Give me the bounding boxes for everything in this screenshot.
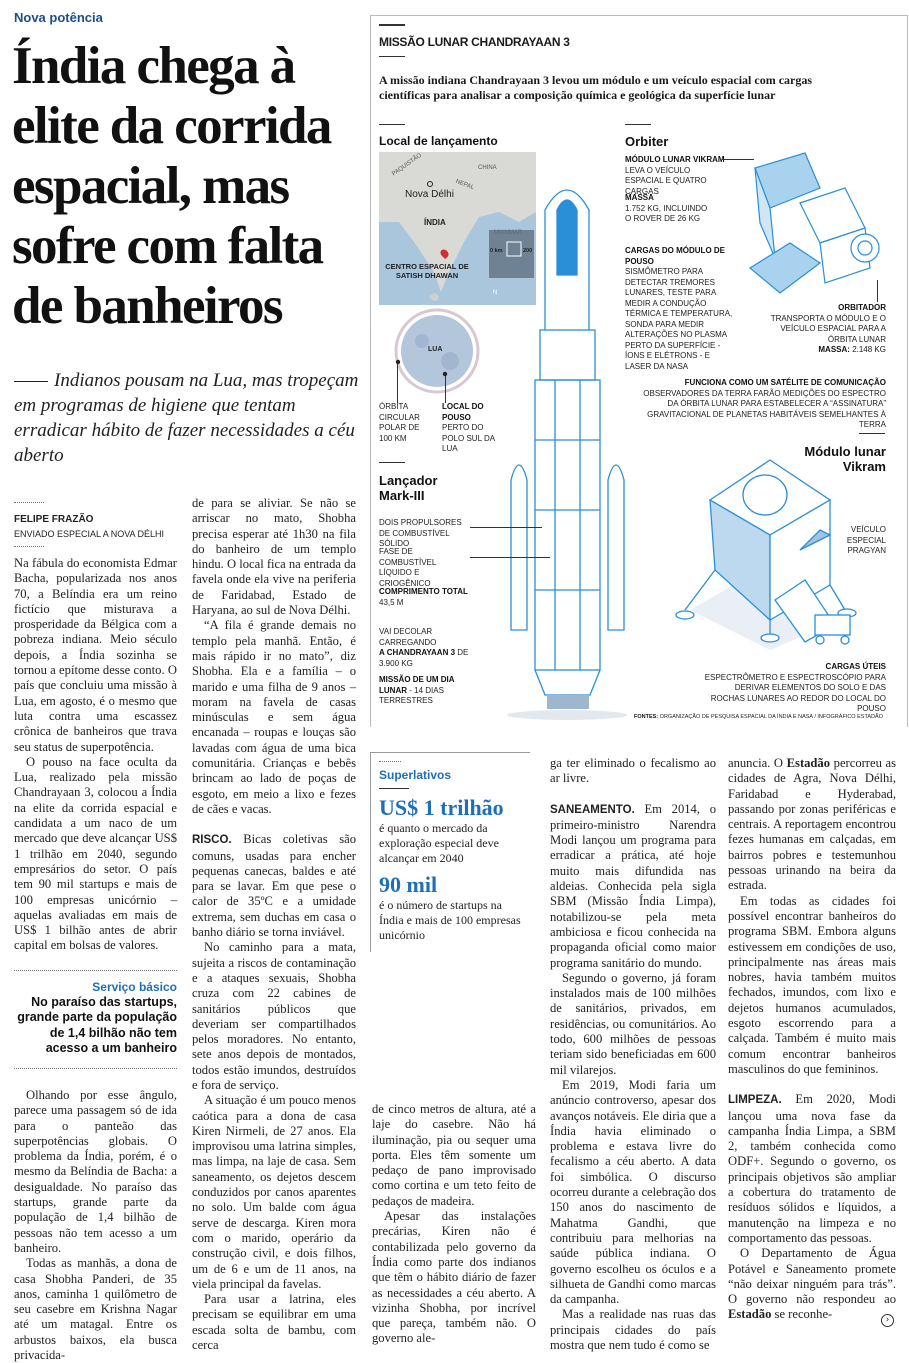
newspaper-name: Estadão: [786, 756, 831, 770]
orbiter-mass-value: 2.148 KG: [852, 345, 886, 354]
launcher-payload-name: A CHANDRAYAAN 3: [379, 648, 456, 657]
superlatives-box: [370, 752, 530, 952]
section-lead: SANEAMENTO.: [550, 803, 635, 816]
divider: [625, 124, 651, 125]
headline-line: elite da corrida: [12, 97, 331, 155]
paragraph: [192, 832, 356, 940]
rocket-illustration: [505, 180, 630, 720]
superlatives-title: Superlativos: [379, 768, 452, 782]
paragraph-text: Bicas coletivas são comuns, usadas para encher pequenas canecas, baldes e até para se lavar. Em que pese o calor de 35ºC e a umidade extrema, sem duchas em casa o banho diário se torna inviável.: [192, 832, 357, 940]
map-label-nepal: NEPAL: [454, 178, 475, 192]
mass-text: 1.752 KG, INCLUINDO O ROVER DE 26 KG: [625, 203, 708, 223]
headline: [12, 36, 372, 336]
paragraph: [728, 756, 896, 894]
landing-site-text: PERTO DO POLO SUL DA LUA: [442, 423, 495, 453]
article-column-3: [372, 1102, 536, 1347]
divider: [379, 462, 405, 463]
lander-payload-text: SISMÔMETRO PARA DETECTAR TREMORES LUNARES, TESTE PARA MEDIR A CONDUÇÃO TÉRMICA E TEMPERATURA, SONDA PARA MEDIR ALTERAÇÕES NO PLASMA PERTO DA SUPERFÍCIE - ÍONS E ELÉTRONS - E LASER DA NASA: [625, 267, 733, 371]
divider: [14, 970, 177, 971]
sources-text: ORGANIZAÇÃO DE PESQUISA ESPACIAL DA ÍNDIA E NASA / INFOGRÁFICO ESTADÃO: [659, 714, 883, 720]
headline-line: de banheiros: [12, 277, 282, 335]
paragraph: Mas a realidade nas ruas das principais cidades do país mostra que nem tudo é como se: [550, 1307, 716, 1352]
paragraph: “A fila é grande demais no templo pela manhã. Então, é mais rápido ir no mato”, diz Shobha. Ela e a família – o marido e uma filha de 9 anos – moram na favela de casas minúsculas e sem água encanada – roupas e louças são lavadas com água de uma bica comunitária. Crianças e bebês brincam ao lado de poças de esgoto, em meio a lixo e fezes de cães e vacas.: [192, 618, 356, 816]
section-lead: LIMPEZA.: [728, 1094, 782, 1107]
map-label-city: Nova Délhi: [405, 189, 454, 200]
north-arrow-icon: N: [493, 290, 498, 296]
divider: [379, 24, 405, 26]
byline-name: FELIPE FRAZÃO: [14, 514, 94, 525]
orbiter-module-label: [770, 303, 886, 356]
article-column-2: [192, 496, 356, 1353]
mass-label: [625, 193, 715, 225]
paragraph: [728, 1246, 896, 1322]
headline-line: Índia chega à: [12, 37, 295, 95]
orbit-label: ÓRBITA CIRCULAR POLAR DE 100 KM: [379, 402, 420, 443]
mission-duration-label: [379, 675, 459, 707]
vikram-label-text: LEVA O VEÍCULO ESPACIAL E QUATRO CARGAS: [625, 165, 707, 196]
map-scale-end: 200: [523, 248, 533, 254]
map-label-india: ÍNDIA: [424, 218, 446, 227]
landing-site-label: [442, 402, 502, 455]
service-box-title: Serviço básico: [92, 980, 177, 994]
paragraph: Apesar das instalações precárias, Kiren não é contabilizada pelo governo da Índia como parte dos indianos que têm o hábito diário de fazer as necessidades a céu aberto. A vizinha Shobha, por incrível que pareça, também não. O governo ale-: [372, 1209, 536, 1346]
length-title: COMPRIMENTO TOTAL: [379, 587, 468, 596]
superlative-value: US$ 1 trilhão: [379, 795, 504, 820]
length-label: [379, 587, 471, 608]
lander-payload-label: [625, 246, 737, 372]
lander-payload-title: CARGAS DO MÓDULO DE POUSO: [625, 246, 725, 266]
leader-line: [470, 557, 550, 558]
divider: [14, 546, 44, 547]
landing-site-title: LOCAL DO POUSO: [442, 402, 484, 422]
continue-arrow-icon[interactable]: ›: [881, 1314, 894, 1327]
map-label-myanmar: MIANMAR: [494, 230, 523, 236]
superlative-text: é o número de startups na Índia e mais de 100 empresas unicórnio: [379, 898, 521, 942]
leader-line: [397, 363, 398, 403]
communication-text: OBSERVADORES DA TERRA FARÃO MEDIÇÕES DO ESPECTRO DA ÓRBITA LUNAR PARA ESTABELECER A “ASSINATURA” GRAVITACIONAL DE PLANETAS HABITÁVEIS SEMELHANTES À TERRA: [643, 388, 886, 429]
sources: [634, 712, 883, 723]
orbiter-module-title: ORBITADOR: [838, 303, 886, 312]
length-value: 43,5 M: [379, 597, 404, 607]
paragraph-text: anuncia. O: [728, 756, 787, 770]
communication-title: FUNCIONA COMO UM SATÉLITE DE COMUNICAÇÃO: [684, 378, 886, 387]
lander-title: Módulo lunar Vikram: [804, 444, 886, 474]
paragraph: de cinco metros de altura, até a laje do casebre. Não há iluminação, pia ou sequer uma porta. Eles têm somente um pedaço de pano improvisado como cortina e um teto feito de pedaços de madeira.: [372, 1102, 536, 1208]
map-label-pakistan: PAQUISTÃO: [391, 152, 424, 178]
paragraph: Em todas as cidades foi possível encontrar banheiros do programa SBM. Embora alguns estivessem em condições de uso, principalmente nas áreas mais nobres, havia também muitos fechados, imundos, com lixo e dejetos humanos acumulados, esgoto escorrendo para a calçada. Também é muito mais comum encontrar banheiros masculinos do que femininos.: [728, 893, 896, 1076]
map-scale-start: 0 km: [490, 248, 503, 254]
paragraph: Em 2019, Modi faria um anúncio controverso, apesar dos avanços notáveis. Ele diria que a Índia havia eliminado o problema e estava livre do fecalismo a céu aberto. A data foi simbólica. O discurso ocorreu durante a celebração dos 150 anos do nascimento de Mahatma Gandhi, que contribuiu para melhorias na saúde pública indiana. O governo escolheu os óculos e a silhueta de Gandhi como marcas da campanha.: [550, 1077, 716, 1307]
paragraph: Na fábula do economista Edmar Bacha, popularizada nos anos 70, a Belíndia era um reino fictício que misturava a prosperidade da Bélgica com a pobreza indiana. Meio século depois, a Índia sozinha se tornou a epítome desse conto. O país que concluiu uma missão à Lua, em agosto, é o mesmo que luta contra uma escassez crônica de banheiros que trava seu status de superpotência.: [14, 556, 177, 754]
launcher-payload-mass: DE 3.900 KG: [379, 648, 469, 668]
mission-duration-text: - 14 DIAS TERRESTRES: [379, 685, 444, 705]
paragraph-text: O Departamento de Água Potável e Saneamento promete “não deixar ninguém para trás”. O governo não respondeu ao: [728, 1246, 896, 1307]
paragraph: ga ter eliminado o fecalismo ao ar livre.: [550, 756, 716, 786]
paragraph-text: Em 2014, o primeiro-ministro Narendra Modi lançou um programa para erradicar a prática, até hoje muito mais difundida nas aldeias. Conhecida pela sigla SBM (Missão Índia Limpa), notabilizou-se pela meta ambiciosa e ficou conhecida na propaganda oficial como maior programa sanitário do mundo.: [550, 801, 716, 970]
divider: [379, 124, 405, 125]
paragraph-text: percorreu as cidades de Agra, Nova Délhi, Faridabad e Hyderabad, passando por zonas periféricas e centrais. A reportagem encontrou fezes humanas em calçadas, em bairros pobres e testemunhou pessoas urinando na beira da estrada.: [728, 756, 896, 893]
deck-dash: [14, 381, 48, 382]
section-lead: RISCO.: [192, 834, 232, 847]
cargo-title: CARGAS ÚTEIS: [825, 662, 886, 671]
paragraph: No caminho para a mata, sujeita a riscos de contaminação e a ataques sexuais, Shobha cruza com 22 cabines de sanitários públicos que deveriam ser compartilhados pelos moradores. No entanto, sete anos depois de montados, todos estão imundos, destruídos e fora de serviço.: [192, 940, 356, 1092]
orbiter-illustration: [745, 148, 905, 298]
launcher-payload-text: VAI DECOLAR CARREGANDO: [379, 627, 437, 647]
paragraph-text: se reconhe-: [771, 1307, 833, 1322]
divider: [379, 56, 405, 57]
paragraph: [728, 1092, 896, 1246]
orbiter-mass-label: MASSA:: [818, 345, 850, 354]
launch-site-title: Local de lançamento: [379, 134, 498, 148]
divider: [859, 433, 885, 434]
paragraph: Segundo o governo, já foram instalados mais de 100 milhões de sanitários, privados, em residências, ou comunitários. Ao todo, 600 milhões de pessoas teriam sido beneficiadas em 600 mil vilarejos.: [550, 970, 716, 1077]
divider: [379, 788, 409, 789]
mass-title: MASSA: [625, 193, 654, 202]
rover-label: VEÍCULO ESPECIAL PRAGYAN: [846, 525, 886, 555]
paragraph: [550, 802, 716, 971]
section-kicker: Nova potência: [14, 10, 103, 25]
divider: [379, 761, 401, 762]
infographic-intro: A missão indiana Chandrayaan 3 levou um módulo e um veículo espacial com cargas científicas para analisar a composição química e geológica da superfície lunar: [379, 73, 813, 102]
leader-line: [877, 280, 878, 302]
article-column-5: [728, 756, 896, 1323]
article-column-4: [550, 756, 716, 1353]
leader-line: [470, 527, 542, 528]
boosters-label: DOIS PROPULSORES DE COMBUSTÍVEL SÓLIDO: [379, 518, 462, 548]
headline-line: sofre com falta: [12, 217, 323, 275]
leader-line: [445, 376, 446, 403]
deck-text: Indianos pousam na Lua, mas tropeçam em programas de higiene que tentam erradicar hábito de fazer necessidades a céu aberto: [14, 370, 359, 466]
stage-label: FASE DE COMBUSTÍVEL LÍQUIDO E CRIOGÊNICO: [379, 547, 437, 588]
map-label-china: CHINA: [478, 165, 497, 171]
headline-line: espacial, mas: [12, 157, 289, 215]
moon-label: LUA: [428, 346, 443, 353]
vikram-label: [625, 155, 730, 197]
orbiter-title: Orbiter: [625, 134, 669, 149]
byline-role: ENVIADO ESPECIAL A NOVA DÉLHI: [14, 529, 165, 539]
communication-label: [640, 378, 886, 431]
sources-label: FONTES:: [634, 714, 659, 720]
infographic-title: MISSÃO LUNAR CHANDRAYAAN 3: [379, 35, 570, 49]
map-label-launch-site: CENTRO ESPACIAL DE SATISH DHAWAN: [385, 262, 469, 280]
paragraph: Todas as manhãs, a dona de casa Shobha Panderi, de 35 anos, caminha 1 quilômetro de seu casebre em Krishna Nagar até um matagal. Entre os arbustos baixos, ela busca privacida-: [14, 1256, 177, 1363]
paragraph: A situação é um pouco menos caótica para a dona de casa Kiren Nirmeli, de 27 anos. Ela improvisou uma latrina simples, mas limpa, na laje de casa. Sem saneamento, os dejetos descem conduzidos por canos aparentes no solo. Um balde com água serve de descarga. Kiren mora com o marido, operário da construção civil, e dois filhos, um de 6 e um de 11 anos, na viela principal da favelas.: [192, 1093, 356, 1291]
article-column-1: [14, 556, 177, 954]
service-box: [14, 980, 177, 1056]
newspaper-name: Estadão: [728, 1307, 772, 1322]
paragraph: Olhando por esse ângulo, parece uma passagem só de ida para o panteão das superpotências globais. O problema da Índia, porém, é o mesmo da Belíndia de Bacha: a desigualdade. No paraíso das startups, grande parte da população de 1,4 bilhão de pessoas não tem acesso a um banheiro.: [14, 1088, 177, 1255]
paragraph-text: Em 2020, Modi lançou uma nova fase da campanha Índia Limpa, a SBM 2, também conhecida como ODF+. Segundo o governo, os principais objetivos são ampliar a cobertura do tratamento de resíduos sólidos e líquidos, a manutenção na limpeza e no comportamento das pessoas.: [728, 1092, 896, 1245]
cargo-text: ESPECTRÔMETRO E ESPECTROSCÓPIO PARA DERIVAR ELEMENTOS DO SOLO E DAS ROCHAS LUNARES AO REDOR DO LOCAL DO POUSO: [704, 672, 886, 713]
paragraph: de para se aliviar. Se não se arriscar no mato, Shobha precisa esperar até 1h30 na fila do banheiro de um templo hindu. O local fica na entrada da favela onde ela vive na periferia de Faridabad, Estado de Haryana, ao sul de Nova Délhi.: [192, 496, 356, 618]
deck: [14, 368, 359, 468]
superlative-text: é quanto o mercado da exploração especial deve alcançar em 2040: [379, 821, 499, 865]
divider: [14, 1068, 177, 1069]
orbiter-module-text: TRANSPORTA O MÓDULO E O VEÍCULO ESPACIAL PARA A ÓRBITA LUNAR: [770, 313, 886, 344]
divider: [14, 502, 44, 503]
launcher-title: Lançador Mark-III: [379, 473, 438, 503]
mission-duration-title: MISSÃO DE UM DIA LUNAR: [379, 675, 455, 695]
service-box-text: No paraíso das startups, grande parte da população de 1,4 bilhão não tem acesso a um banheiro: [17, 995, 177, 1055]
launcher-payload-label: [379, 627, 489, 669]
cargo-label: [700, 662, 886, 715]
article-column-1-lower: [14, 1088, 177, 1363]
paragraph: O pouso na face oculta da Lua, realizado pela missão Chandrayaan 3, colocou a Índia na elite da corrida espacial e candidata a um naco de um mercado que deve alcançar US$ 1 trilhão em 2040, segundo empresários do setor. O país tem 90 mil startups e mais de 100 empresas unicórnio – aquelas avaliadas em mais de US$ 1 bilhão antes de abrir capital em bolsas de valores.: [14, 754, 177, 953]
superlative-value: 90 mil: [379, 872, 438, 897]
paragraph: Para usar a latrina, eles precisam se equilibrar em uma escada solta de bambu, com cerca: [192, 1292, 356, 1353]
city-marker-icon: [427, 181, 433, 187]
vikram-label-title: MÓDULO LUNAR VIKRAM: [625, 155, 725, 164]
